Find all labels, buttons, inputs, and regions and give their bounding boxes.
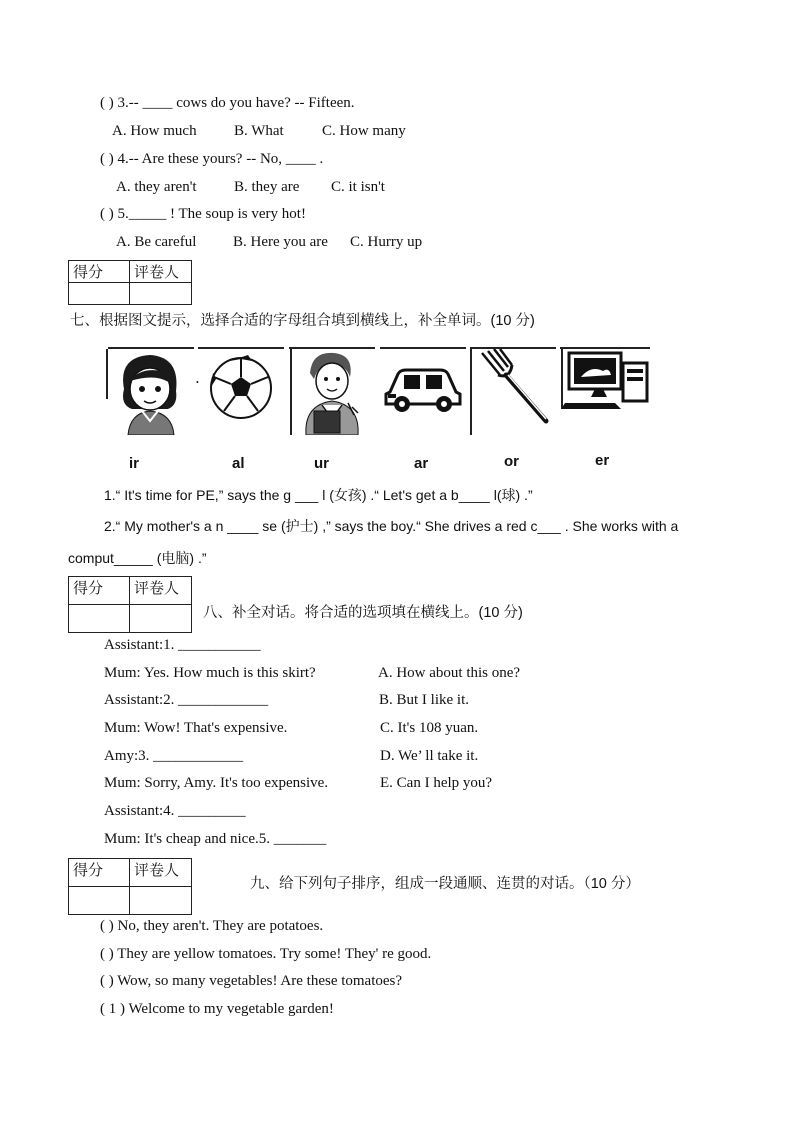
option-c: C. It's 108 yuan.	[380, 720, 479, 736]
score-label: 得分	[69, 261, 130, 283]
score-table-1	[68, 260, 192, 305]
dialogue-line-5: Amy:3. ____________	[104, 748, 244, 764]
letters-al: al	[232, 455, 245, 472]
score-label: 得分	[69, 859, 130, 887]
dialogue-line-8: Mum: It's cheap and nice.5. _______	[104, 831, 327, 847]
dialogue-line-2: Mum: Yes. How much is this skirt?	[104, 665, 316, 681]
ordering-item-4: ( 1 ) Welcome to my vegetable garden!	[100, 1001, 334, 1017]
ball-icon	[208, 355, 274, 421]
ordering-item-1: ( ) No, they aren't. They are potatoes.	[100, 918, 324, 934]
score-cell[interactable]	[69, 887, 130, 915]
question-5-option-a: A. Be careful	[116, 234, 197, 250]
fork-icon	[470, 349, 556, 435]
girl-icon	[106, 349, 194, 435]
score-cell[interactable]	[69, 283, 130, 305]
grader-cell[interactable]	[130, 605, 192, 633]
score-cell[interactable]	[69, 605, 130, 633]
option-d: D. We’ ll take it.	[380, 748, 479, 764]
grader-label: 评卷人	[130, 261, 192, 283]
dialogue-line-4: Mum: Wow! That's expensive.	[104, 720, 288, 736]
section-8-title: 八、补全对话。将合适的选项填在横线上。(10 分)	[203, 605, 523, 621]
dialogue-line-3: Assistant:2. ____________	[104, 692, 269, 708]
section-7-line-2: 2.“ My mother's a n ____ se (护士) ,” says the boy.“ She drives a red c___ . She works with a	[104, 518, 679, 534]
grader-label: 评卷人	[130, 577, 192, 605]
option-e: E. Can I help you?	[380, 775, 493, 791]
letters-ur: ur	[314, 455, 329, 472]
section-7-title: 七、根据图文提示，选择合适的字母组合填到横线上，补全单词。(10 分)	[70, 313, 535, 329]
section-7-line-1: 1.“ It's time for PE,” says the g ___ l (女孩) .“ Let's get a b____ l(球) .”	[104, 487, 533, 503]
question-3-option-c: C. How many	[322, 123, 406, 139]
question-3-option-a: A. How much	[112, 123, 197, 139]
question-3-option-b: B. What	[234, 123, 284, 139]
section-9-title: 九、给下列句子排序，组成一段通顺、连贯的对话。（10 分）	[250, 876, 640, 892]
score-label: 得分	[69, 577, 130, 605]
letters-or: or	[504, 453, 519, 470]
grader-label: 评卷人	[130, 859, 192, 887]
grader-cell[interactable]	[130, 283, 192, 305]
dialogue-line-6: Mum: Sorry, Amy. It's too expensive.	[104, 775, 329, 791]
letters-ir: ir	[129, 455, 140, 472]
question-5-option-c: C. Hurry up	[350, 234, 423, 250]
option-a: A. How about this one?	[378, 665, 521, 681]
question-4-option-a: A. they aren't	[116, 179, 197, 195]
question-5-option-b: B. Here you are	[233, 234, 328, 250]
question-4-stem: ( ) 4.-- Are these yours? -- No, ____ .	[100, 151, 324, 167]
score-table-3	[68, 858, 192, 915]
dialogue-line-7: Assistant:4. _________	[104, 803, 246, 819]
question-5-stem: ( ) 5._____ ! The soup is very hot!	[100, 206, 306, 222]
question-4-option-c: C. it isn't	[331, 179, 385, 195]
ordering-item-2: ( ) They are yellow tomatoes. Try some! They' re good.	[100, 946, 432, 962]
computer-icon	[561, 349, 651, 411]
question-3-stem: ( ) 3.-- ____ cows do you have? -- Fifteen.	[100, 95, 355, 111]
dialogue-line-1: Assistant:1. ___________	[104, 637, 261, 653]
grader-cell[interactable]	[130, 887, 192, 915]
car-icon	[380, 360, 466, 416]
option-b: B. But I like it.	[379, 692, 469, 708]
ordering-item-3: ( ) Wow, so many vegetables! Are these tomatoes?	[100, 973, 403, 989]
letters-er: er	[595, 452, 610, 469]
section-7-line-3: comput_____ (电脑) .”	[68, 550, 207, 566]
question-4-option-b: B. they are	[234, 179, 300, 195]
score-table-2	[68, 576, 192, 633]
letters-ar: ar	[414, 455, 429, 472]
nurse-icon	[290, 349, 376, 435]
